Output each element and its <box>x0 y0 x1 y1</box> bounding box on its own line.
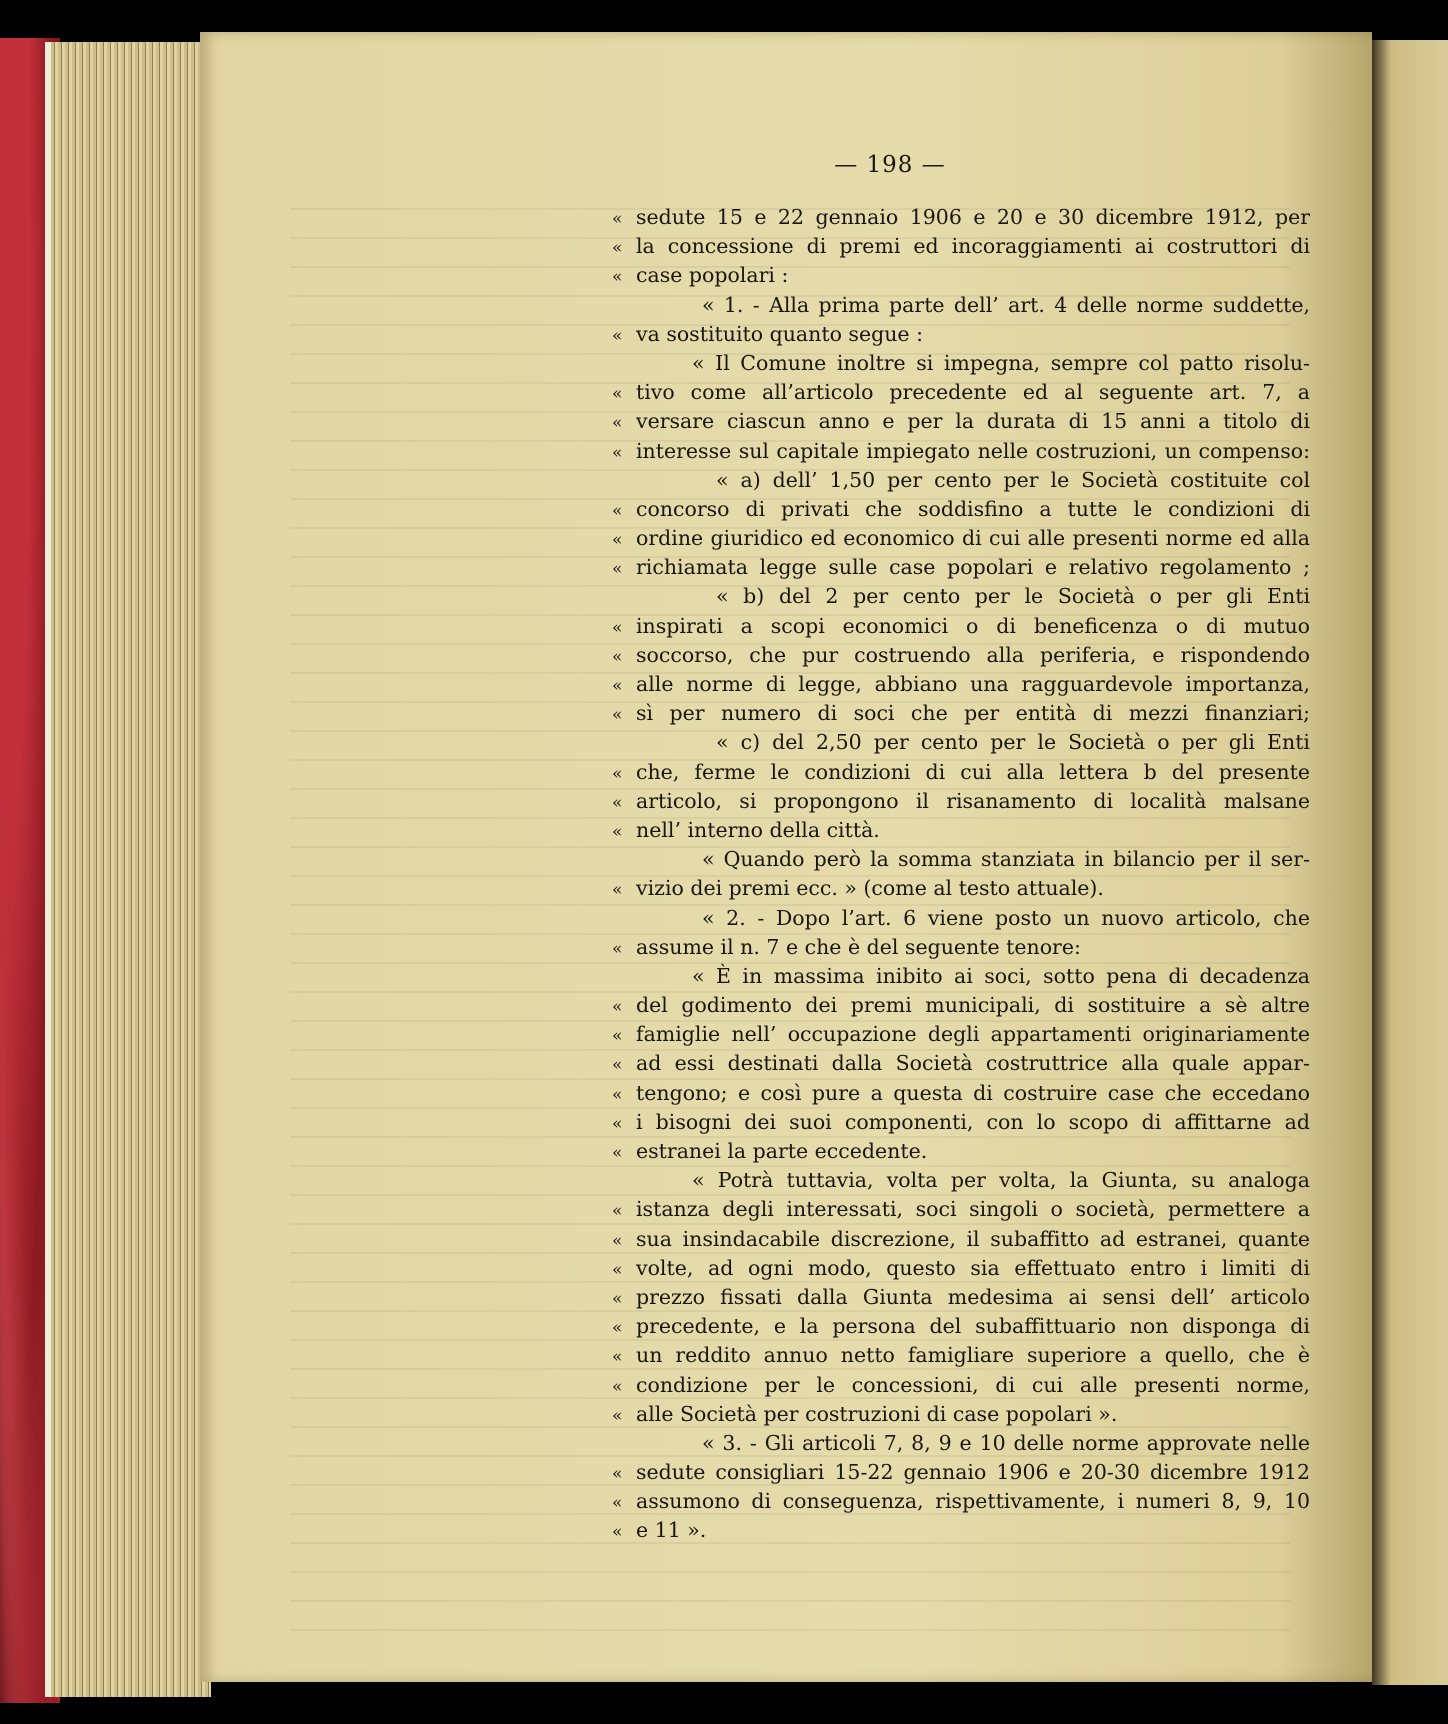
text-line <box>612 1166 1310 1195</box>
line-text: che, ferme le condizioni di cui alla lettera b del presente <box>636 759 1310 784</box>
quote-mark: « <box>612 1347 623 1368</box>
text-line <box>612 728 1310 757</box>
line-text: « 1. - Alla prima parte dell’ art. 4 delle norme suddette, <box>702 292 1310 317</box>
quote-mark: « <box>612 530 623 551</box>
quote-mark: « <box>612 442 623 463</box>
body-text <box>612 203 1310 1546</box>
line-text: richiamata legge sulle case popolari e relativo regolamento ; <box>636 555 1310 580</box>
quote-mark: « <box>612 1113 623 1134</box>
quote-mark: « <box>612 209 623 229</box>
line-text: prezzo fissati dalla Giunta medesima ai sensi dell’ articolo <box>636 1284 1310 1309</box>
line-text: « 3. - Gli articoli 7, 8, 9 e 10 delle norme approvate nelle <box>702 1430 1310 1455</box>
line-text: vizio dei premi ecc. » (come al testo attuale). <box>636 876 1104 901</box>
text-line <box>612 699 1310 728</box>
quote-mark: « <box>612 676 623 696</box>
line-text: i bisogni dei suoi componenti, con lo scopo di affittarne ad <box>636 1109 1310 1134</box>
text-line <box>612 320 1310 349</box>
text-line <box>612 1195 1310 1224</box>
quote-mark: « <box>612 646 623 667</box>
line-text: assumono di conseguenza, rispettivamente, i numeri 8, 9, 10 <box>636 1489 1310 1514</box>
quote-mark: « <box>612 997 623 1018</box>
line-text: versare ciascun anno e per la durata di 15 anni a titolo di <box>636 409 1310 434</box>
text-line <box>612 1516 1310 1545</box>
line-text: nell’ interno della città. <box>636 817 880 842</box>
quote-mark: « <box>612 267 623 288</box>
text-line <box>612 1049 1310 1078</box>
quote-mark: « <box>612 1376 623 1397</box>
line-text: tengono; e così pure a questa di costruire case che eccedano <box>636 1080 1310 1105</box>
text-line <box>612 437 1310 466</box>
line-text: e 11 ». <box>636 1518 707 1543</box>
line-text: un reddito annuo netto famigliare superiore a quello, che è <box>636 1343 1310 1368</box>
page-stack-edges <box>45 42 211 1697</box>
quote-mark: « <box>612 1026 623 1047</box>
quote-mark: « <box>612 559 623 580</box>
text-line <box>612 787 1310 816</box>
line-text: alle Società per costruzioni di case popolari ». <box>636 1401 1118 1426</box>
quote-mark: « <box>612 1230 623 1251</box>
quote-mark: « <box>612 238 623 259</box>
quote-mark: « <box>612 1318 623 1339</box>
line-text: soccorso, che pur costruendo alla periferia, e rispondendo <box>636 642 1310 667</box>
text-line <box>612 874 1310 903</box>
quote-mark: « <box>612 617 623 638</box>
quote-mark: « <box>612 792 623 813</box>
text-line <box>612 466 1310 495</box>
text-line <box>612 261 1310 290</box>
line-text: « È in massima inibito ai soci, sotto pena di decadenza <box>692 963 1310 988</box>
text-line <box>612 203 1310 232</box>
text-line <box>612 1137 1310 1166</box>
line-text: la concessione di premi ed incoraggiamenti ai costruttori di <box>636 234 1310 259</box>
text-line <box>612 904 1310 933</box>
line-text: « c) del 2,50 per cento per le Società o per gli Enti <box>716 730 1310 755</box>
line-text: « b) del 2 per cento per le Società o per gli Enti <box>716 584 1310 609</box>
text-line <box>612 407 1310 436</box>
text-line <box>612 495 1310 524</box>
text-line <box>612 291 1310 320</box>
line-text: « Potrà tuttavia, volta per volta, la Giunta, su analoga <box>692 1168 1310 1193</box>
text-line <box>612 670 1310 699</box>
quote-mark: « <box>612 763 623 784</box>
quote-mark: « <box>612 1259 623 1280</box>
page-number: — 198 — <box>834 152 946 178</box>
line-text: « Il Comune inoltre si impegna, sempre col patto risolu- <box>692 350 1310 375</box>
line-text: sedute 15 e 22 gennaio 1906 e 20 e 30 dicembre 1912, per <box>636 205 1310 229</box>
quote-mark: « <box>612 1288 623 1309</box>
line-text: articolo, si propongono il risanamento di località malsane <box>636 788 1310 813</box>
line-text: condizione per le concessioni, di cui alle presenti norme, <box>636 1372 1310 1397</box>
line-text: precedente, e la persona del subaffittuario non disponga di <box>636 1314 1310 1339</box>
quote-mark: « <box>612 384 623 405</box>
text-line <box>612 1108 1310 1137</box>
text-line <box>612 1371 1310 1400</box>
line-text: tivo come all’articolo precedente ed al seguente art. 7, a <box>636 380 1310 405</box>
line-text: ad essi destinati dalla Società costruttrice alla quale appar- <box>636 1051 1310 1076</box>
quote-mark: « <box>612 1201 623 1222</box>
quote-mark: « <box>612 1405 623 1426</box>
text-line <box>612 1312 1310 1341</box>
line-text: va sostituito quanto segue : <box>636 321 923 346</box>
text-line <box>612 553 1310 582</box>
text-line <box>612 1429 1310 1458</box>
text-line <box>612 582 1310 611</box>
text-line <box>612 1254 1310 1283</box>
line-text: istanza degli interessati, soci singoli o società, permettere a <box>636 1197 1310 1222</box>
text-line <box>612 962 1310 991</box>
text-line <box>612 641 1310 670</box>
line-text: inspirati a scopi economici o di beneficenza o di mutuo <box>636 613 1310 638</box>
quote-mark: « <box>612 1084 623 1105</box>
text-line <box>612 1341 1310 1370</box>
text-line <box>612 816 1310 845</box>
text-line <box>612 612 1310 641</box>
line-text: estranei la parte eccedente. <box>636 1139 928 1163</box>
quote-mark: « <box>612 938 623 959</box>
line-text: interesse sul capitale impiegato nelle costruzioni, un compenso: <box>636 438 1310 463</box>
line-text: « Quando però la somma stanziata in bilancio per il ser- <box>702 847 1310 872</box>
line-text: sedute consigliari 15-22 gennaio 1906 e 20-30 dicembre 1912 <box>636 1460 1310 1485</box>
quote-mark: « <box>612 1143 623 1163</box>
line-text: concorso di privati che soddisfino a tutte le condizioni di <box>636 496 1310 521</box>
text-line <box>612 758 1310 787</box>
quote-mark: « <box>612 705 623 726</box>
quote-mark: « <box>612 1464 623 1485</box>
line-text: famiglie nell’ occupazione degli appartamenti originariamente <box>636 1022 1310 1047</box>
quote-mark: « <box>612 1493 623 1514</box>
quote-mark: « <box>612 1522 623 1543</box>
quote-mark: « <box>612 880 623 901</box>
line-text: sua insindacabile discrezione, il subaffitto ad estranei, quante <box>636 1226 1310 1251</box>
line-text: case popolari : <box>636 263 789 288</box>
text-line <box>612 1400 1310 1429</box>
text-line <box>612 349 1310 378</box>
quote-mark: « <box>612 821 623 842</box>
right-page-edge <box>1372 40 1448 1685</box>
text-line <box>612 378 1310 407</box>
text-line <box>612 1079 1310 1108</box>
quote-mark: « <box>612 1055 623 1076</box>
line-text: del godimento dei premi municipali, di sostituire a sè altre <box>636 993 1310 1018</box>
text-line <box>612 1283 1310 1312</box>
text-line <box>612 1020 1310 1049</box>
line-text: volte, ad ogni modo, questo sia effettuato entro i limiti di <box>636 1255 1310 1280</box>
line-text: assume il n. 7 e che è del seguente tenore: <box>636 934 1081 959</box>
line-text: « a) dell’ 1,50 per cento per le Società costituite col <box>716 467 1310 492</box>
quote-mark: « <box>612 325 623 346</box>
text-line <box>612 845 1310 874</box>
line-text: ordine giuridico ed economico di cui alle presenti norme ed alla <box>636 526 1310 551</box>
line-text: sì per numero di soci che per entità di mezzi finanziari; <box>636 701 1310 726</box>
text-line <box>612 933 1310 962</box>
line-text: « 2. - Dopo l’art. 6 viene posto un nuovo articolo, che <box>702 905 1310 930</box>
text-line <box>612 1225 1310 1254</box>
text-line <box>612 1487 1310 1516</box>
quote-mark: « <box>612 500 623 521</box>
quote-mark: « <box>612 413 623 434</box>
text-line <box>612 991 1310 1020</box>
text-line <box>612 524 1310 553</box>
text-line <box>612 232 1310 261</box>
text-line <box>612 1458 1310 1487</box>
line-text: alle norme di legge, abbiano una ragguardevole importanza, <box>636 672 1310 696</box>
